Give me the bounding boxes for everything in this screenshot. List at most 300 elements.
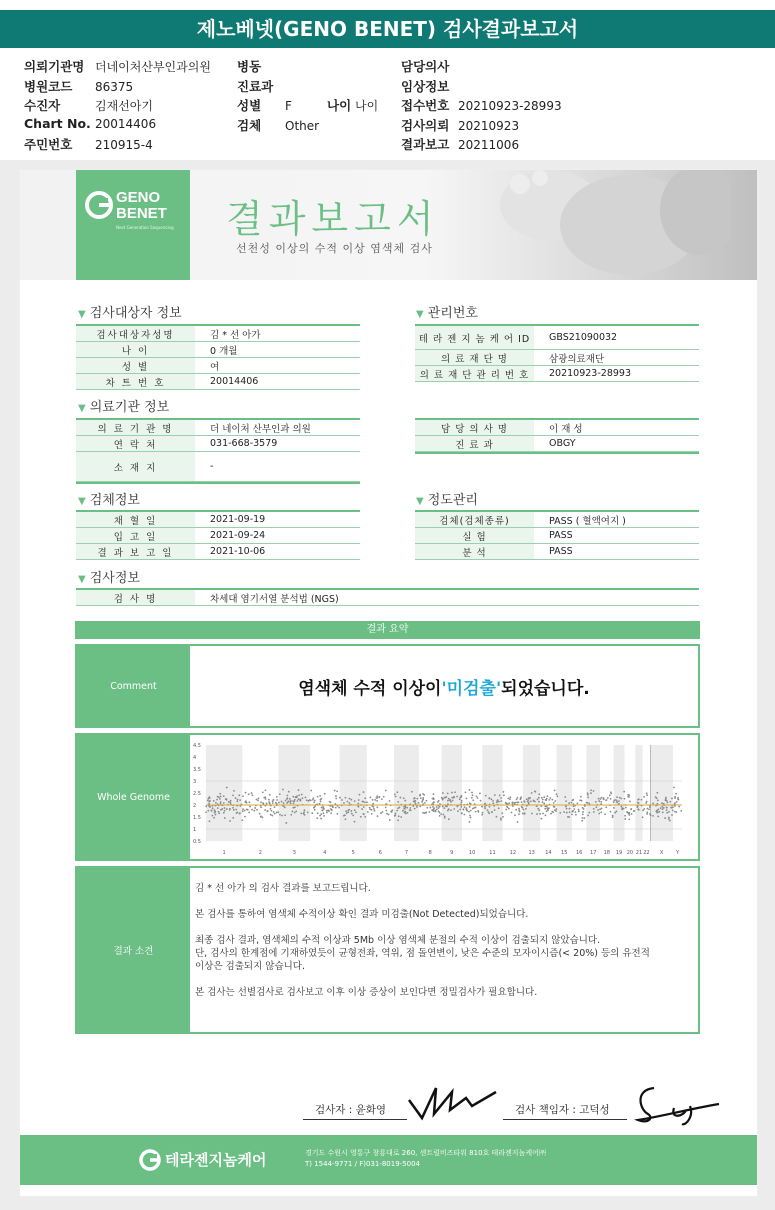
finding-paragraph: 최종 검사 결과, 염색체의 수적 이상과 5Mb 이상 염색체 분절의 수적 이상이 검출되지 않았습니다. 단, 검사의 한계점에 기재하였듯이 균형전좌, 역위, 점 돌연변이, 낮은 수준의 모자이시즘(< 20%) 등의 유전적 이상은 검출되지 않습니다. xyxy=(195,935,650,972)
whole-genome-label: Whole Genome xyxy=(77,735,190,859)
data-point xyxy=(242,810,244,812)
data-point xyxy=(426,807,428,809)
data-point xyxy=(454,791,456,793)
logo-subtext: Next Generation Sequencing xyxy=(116,225,174,230)
data-point xyxy=(354,821,356,823)
data-point xyxy=(302,797,304,799)
data-point xyxy=(330,812,332,814)
comment-post: 되었습니다. xyxy=(501,678,590,699)
data-point xyxy=(232,807,234,809)
data-point xyxy=(673,787,675,789)
data-point xyxy=(581,820,583,822)
data-point xyxy=(465,808,467,810)
data-point xyxy=(319,815,321,817)
table-row xyxy=(76,452,360,482)
data-point xyxy=(239,799,241,801)
data-point xyxy=(416,798,418,800)
data-point xyxy=(598,798,600,800)
data-point xyxy=(531,792,533,794)
data-point xyxy=(668,818,670,820)
data-point xyxy=(343,802,345,804)
data-point xyxy=(624,798,626,800)
data-point xyxy=(385,806,387,808)
data-point xyxy=(437,801,439,803)
data-point xyxy=(534,801,536,803)
data-point xyxy=(491,798,493,800)
data-point xyxy=(457,810,459,812)
data-point xyxy=(667,802,669,804)
data-point xyxy=(344,814,346,816)
data-point xyxy=(385,790,387,792)
data-point xyxy=(649,806,651,808)
data-point xyxy=(363,806,365,808)
x-tick-label: 15 xyxy=(561,850,568,856)
header-col1-value: 김재선아기 xyxy=(95,99,153,113)
data-point xyxy=(471,797,473,799)
data-point xyxy=(306,799,308,801)
data-point xyxy=(671,807,673,809)
data-point xyxy=(609,794,611,796)
data-point xyxy=(492,802,494,804)
data-point xyxy=(284,807,286,809)
data-point xyxy=(568,802,570,804)
data-point xyxy=(414,800,416,802)
data-point xyxy=(320,798,322,800)
y-tick-label: 3 xyxy=(193,779,197,785)
data-point xyxy=(656,792,658,794)
data-point xyxy=(397,819,399,821)
data-point xyxy=(468,811,470,813)
x-tick-label: 14 xyxy=(545,850,552,856)
data-point xyxy=(572,799,574,801)
data-point xyxy=(239,812,241,814)
header-col2-key: 검체 xyxy=(237,117,262,133)
data-point xyxy=(251,794,253,796)
header-col3-value: 20210923-28993 xyxy=(458,99,562,113)
data-point xyxy=(505,802,507,804)
data-point xyxy=(358,799,360,801)
data-point xyxy=(576,802,578,804)
x-tick-label: 8 xyxy=(428,850,432,856)
data-point xyxy=(213,800,215,802)
data-point xyxy=(503,791,505,793)
data-point xyxy=(545,814,547,816)
data-point xyxy=(521,807,523,809)
data-point xyxy=(624,818,626,820)
data-point xyxy=(349,798,351,800)
data-point xyxy=(514,814,516,816)
data-point xyxy=(248,811,250,813)
data-point xyxy=(410,807,412,809)
data-point xyxy=(404,811,406,813)
finding-paragraph: 김 * 선 아가 의 검사 결과를 보고드립니다. xyxy=(195,883,371,894)
data-point xyxy=(595,806,597,808)
data-point xyxy=(276,796,278,798)
row-label: 성 별 xyxy=(76,358,195,373)
data-point xyxy=(364,801,366,803)
data-point xyxy=(652,815,654,817)
data-point xyxy=(618,800,620,802)
data-point xyxy=(363,813,365,815)
data-point xyxy=(461,796,463,798)
data-point xyxy=(569,811,571,813)
data-point xyxy=(590,792,592,794)
x-tick-label: X xyxy=(659,850,664,856)
data-point xyxy=(394,793,396,795)
data-point xyxy=(291,811,293,813)
data-point xyxy=(587,815,589,817)
data-point xyxy=(565,805,567,807)
row-value: 김 * 선 아가 xyxy=(210,329,261,341)
data-point xyxy=(432,806,434,808)
data-point xyxy=(399,807,401,809)
data-point xyxy=(676,801,678,803)
header-col1-row xyxy=(24,96,153,114)
logo-text xyxy=(116,190,167,222)
header-col2-row xyxy=(237,57,285,75)
data-point xyxy=(304,814,306,816)
data-point xyxy=(286,795,288,797)
data-point xyxy=(469,821,471,823)
data-point xyxy=(518,808,520,810)
data-point xyxy=(494,794,496,796)
table-row xyxy=(76,358,360,374)
row-value: 2021-09-19 xyxy=(210,514,266,525)
header-col1-row xyxy=(24,135,153,153)
qc-table xyxy=(415,510,699,560)
data-point xyxy=(536,805,538,807)
data-point xyxy=(314,809,316,811)
data-point xyxy=(626,811,628,813)
data-point xyxy=(473,807,475,809)
responsible-sign-line xyxy=(503,1102,627,1120)
data-point xyxy=(419,794,421,796)
data-point xyxy=(512,802,514,804)
data-point xyxy=(488,812,490,814)
data-point xyxy=(372,799,374,801)
header-col3-row xyxy=(401,77,458,95)
data-point xyxy=(505,809,507,811)
data-point xyxy=(274,813,276,815)
data-point xyxy=(350,799,352,801)
data-point xyxy=(335,795,337,797)
data-point xyxy=(575,814,577,816)
row-label: 결 과 보 고 일 xyxy=(76,544,195,559)
data-point xyxy=(551,811,553,813)
data-point xyxy=(376,800,378,802)
data-point xyxy=(433,810,435,812)
data-point xyxy=(213,817,215,819)
data-point xyxy=(223,795,225,797)
data-point xyxy=(236,800,238,802)
data-point xyxy=(660,807,662,809)
data-point xyxy=(447,800,449,802)
data-point xyxy=(612,816,614,818)
data-point xyxy=(646,813,648,815)
data-point xyxy=(322,807,324,809)
data-point xyxy=(525,808,527,810)
data-point xyxy=(600,801,602,803)
data-point xyxy=(522,813,524,815)
data-point xyxy=(643,796,645,798)
data-point xyxy=(224,810,226,812)
data-point xyxy=(229,808,231,810)
report-title-bar xyxy=(0,10,775,48)
row-label: 검체(검체종류) xyxy=(415,512,534,527)
data-point xyxy=(553,806,555,808)
row-label: 나 이 xyxy=(76,342,195,357)
data-point xyxy=(554,800,556,802)
row-label: 테 라 젠 지 놈 케 어 ID xyxy=(415,326,534,349)
data-point xyxy=(287,797,289,799)
data-point xyxy=(584,805,586,807)
data-point xyxy=(581,800,583,802)
data-point xyxy=(479,792,481,794)
data-point xyxy=(256,809,258,811)
header-col2-row xyxy=(237,77,285,95)
data-point xyxy=(411,791,413,793)
data-point xyxy=(492,800,494,802)
data-point xyxy=(419,806,421,808)
header-col2-row xyxy=(237,116,319,134)
data-point xyxy=(372,803,374,805)
data-point xyxy=(351,813,353,815)
data-point xyxy=(422,797,424,799)
row-label: 소 재 지 xyxy=(76,452,195,481)
data-point xyxy=(272,802,274,804)
comment-label: Comment xyxy=(77,646,190,726)
data-point xyxy=(656,812,658,814)
data-point xyxy=(456,796,458,798)
data-point xyxy=(285,822,287,824)
data-point xyxy=(496,800,498,802)
data-point xyxy=(655,796,657,798)
data-point xyxy=(429,807,431,809)
data-point xyxy=(465,791,467,793)
data-point xyxy=(320,801,322,803)
data-point xyxy=(251,809,253,811)
data-point xyxy=(487,809,489,811)
x-tick-label: 10 xyxy=(468,850,476,856)
data-point xyxy=(406,807,408,809)
data-point xyxy=(642,809,644,811)
header-age xyxy=(327,96,378,114)
x-tick-label: 12 xyxy=(509,850,517,856)
data-point xyxy=(223,812,225,814)
y-tick-label: 3.5 xyxy=(193,767,201,773)
footer xyxy=(20,1135,757,1185)
data-point xyxy=(292,796,294,798)
data-point xyxy=(268,799,270,801)
data-point xyxy=(670,801,672,803)
data-point xyxy=(628,814,630,816)
data-point xyxy=(209,806,211,808)
data-point xyxy=(348,809,350,811)
data-point xyxy=(597,809,599,811)
data-point xyxy=(391,811,393,813)
data-point xyxy=(295,810,297,812)
x-tick-label: 22 xyxy=(643,850,650,856)
data-point xyxy=(260,801,262,803)
data-point xyxy=(623,791,625,793)
data-point xyxy=(310,799,312,801)
data-point xyxy=(518,809,520,811)
data-point xyxy=(323,812,325,814)
data-point xyxy=(420,797,422,799)
whole-genome-chart xyxy=(192,739,692,857)
data-point xyxy=(348,802,350,804)
data-point xyxy=(345,818,347,820)
data-point xyxy=(590,789,592,791)
data-point xyxy=(485,795,487,797)
x-tick-label: 17 xyxy=(590,850,597,856)
data-point xyxy=(506,806,508,808)
data-point xyxy=(471,792,473,794)
finding-paragraph: 본 검사를 통하여 염색체 수적이상 확인 결과 미검출(Not Detected)되었습니다. xyxy=(195,909,529,920)
data-point xyxy=(537,808,539,810)
data-point xyxy=(341,799,343,801)
data-point xyxy=(366,801,368,803)
data-point xyxy=(538,797,540,799)
data-point xyxy=(244,816,246,818)
test-table xyxy=(76,588,699,606)
data-point xyxy=(643,808,645,810)
data-point xyxy=(598,813,600,815)
row-label: 검사대상자성명 xyxy=(76,326,195,341)
data-point xyxy=(391,809,393,811)
data-point xyxy=(582,814,584,816)
data-point xyxy=(396,791,398,793)
data-point xyxy=(292,800,294,802)
data-point xyxy=(304,809,306,811)
header-col2-key: 성별 xyxy=(237,98,262,113)
data-point xyxy=(361,808,363,810)
data-point xyxy=(363,791,365,793)
data-point xyxy=(600,797,602,799)
data-point xyxy=(207,799,209,801)
data-point xyxy=(436,806,438,808)
data-point xyxy=(319,803,321,805)
data-point xyxy=(646,801,648,803)
header-col3-value: 20210923 xyxy=(458,118,520,133)
data-point xyxy=(668,811,670,813)
data-point xyxy=(462,808,464,810)
data-point xyxy=(573,808,575,810)
data-point xyxy=(253,810,255,812)
data-point xyxy=(301,794,303,796)
data-point xyxy=(235,797,237,799)
data-point xyxy=(327,810,329,812)
data-point xyxy=(542,799,544,801)
row-value: 031-668-3579 xyxy=(210,438,278,449)
data-point xyxy=(489,806,491,808)
footer-brand: 테라젠지놈케어 xyxy=(165,1151,267,1169)
data-point xyxy=(593,790,595,792)
data-point xyxy=(357,803,359,805)
data-point xyxy=(403,797,405,799)
row-value: 2021-10-06 xyxy=(210,546,266,557)
data-point xyxy=(637,808,639,810)
tester-label: 검사자 : 윤화영 xyxy=(315,1104,387,1116)
header-col3-row xyxy=(401,96,562,114)
institution-table xyxy=(76,418,360,484)
data-point xyxy=(674,811,676,813)
data-point xyxy=(550,813,552,815)
data-point xyxy=(242,795,244,797)
data-point xyxy=(610,811,612,813)
data-point xyxy=(403,808,405,810)
data-point xyxy=(543,803,545,805)
data-point xyxy=(620,798,622,800)
data-point xyxy=(376,795,378,797)
data-point xyxy=(399,797,401,799)
data-point xyxy=(320,818,322,820)
data-point xyxy=(598,800,600,802)
data-point xyxy=(288,791,290,793)
data-point xyxy=(677,799,679,801)
data-point xyxy=(323,815,325,817)
data-point xyxy=(284,814,286,816)
data-point xyxy=(593,808,595,810)
x-tick-label: 6 xyxy=(378,850,382,856)
table-row xyxy=(76,342,360,358)
data-point xyxy=(336,790,338,792)
data-point xyxy=(459,798,461,800)
footer-address xyxy=(305,1148,546,1170)
data-point xyxy=(555,808,557,810)
data-point xyxy=(641,799,643,801)
data-point xyxy=(330,802,332,804)
data-point xyxy=(448,798,450,800)
data-point xyxy=(246,802,248,804)
data-point xyxy=(265,798,267,800)
logo-line2: BENET xyxy=(116,205,167,222)
data-point xyxy=(633,810,635,812)
data-point xyxy=(605,806,607,808)
data-point xyxy=(413,800,415,802)
row-value: 이 재 성 xyxy=(549,423,583,435)
data-point xyxy=(307,811,309,813)
data-point xyxy=(371,813,373,815)
data-point xyxy=(229,820,231,822)
data-point xyxy=(652,803,654,805)
data-point xyxy=(388,814,390,816)
data-point xyxy=(278,802,280,804)
data-point xyxy=(381,798,383,800)
data-point xyxy=(507,797,509,799)
data-point xyxy=(648,808,650,810)
data-point xyxy=(549,797,551,799)
data-point xyxy=(665,799,667,801)
data-point xyxy=(453,796,455,798)
data-point xyxy=(619,797,621,799)
data-point xyxy=(274,806,276,808)
row-value: - xyxy=(210,461,214,472)
data-point xyxy=(271,815,273,817)
data-point xyxy=(218,796,220,798)
data-point xyxy=(312,799,314,801)
row-label: 차 트 번 호 xyxy=(76,374,195,389)
data-point xyxy=(603,798,605,800)
data-point xyxy=(539,813,541,815)
x-tick-label: 5 xyxy=(351,850,355,856)
x-tick-label: 4 xyxy=(323,850,327,856)
finding-label: 결과 소견 xyxy=(77,868,190,1032)
data-point xyxy=(663,803,665,805)
data-point xyxy=(331,809,333,811)
data-point xyxy=(671,798,673,800)
row-label: 채 혈 일 xyxy=(76,512,195,527)
